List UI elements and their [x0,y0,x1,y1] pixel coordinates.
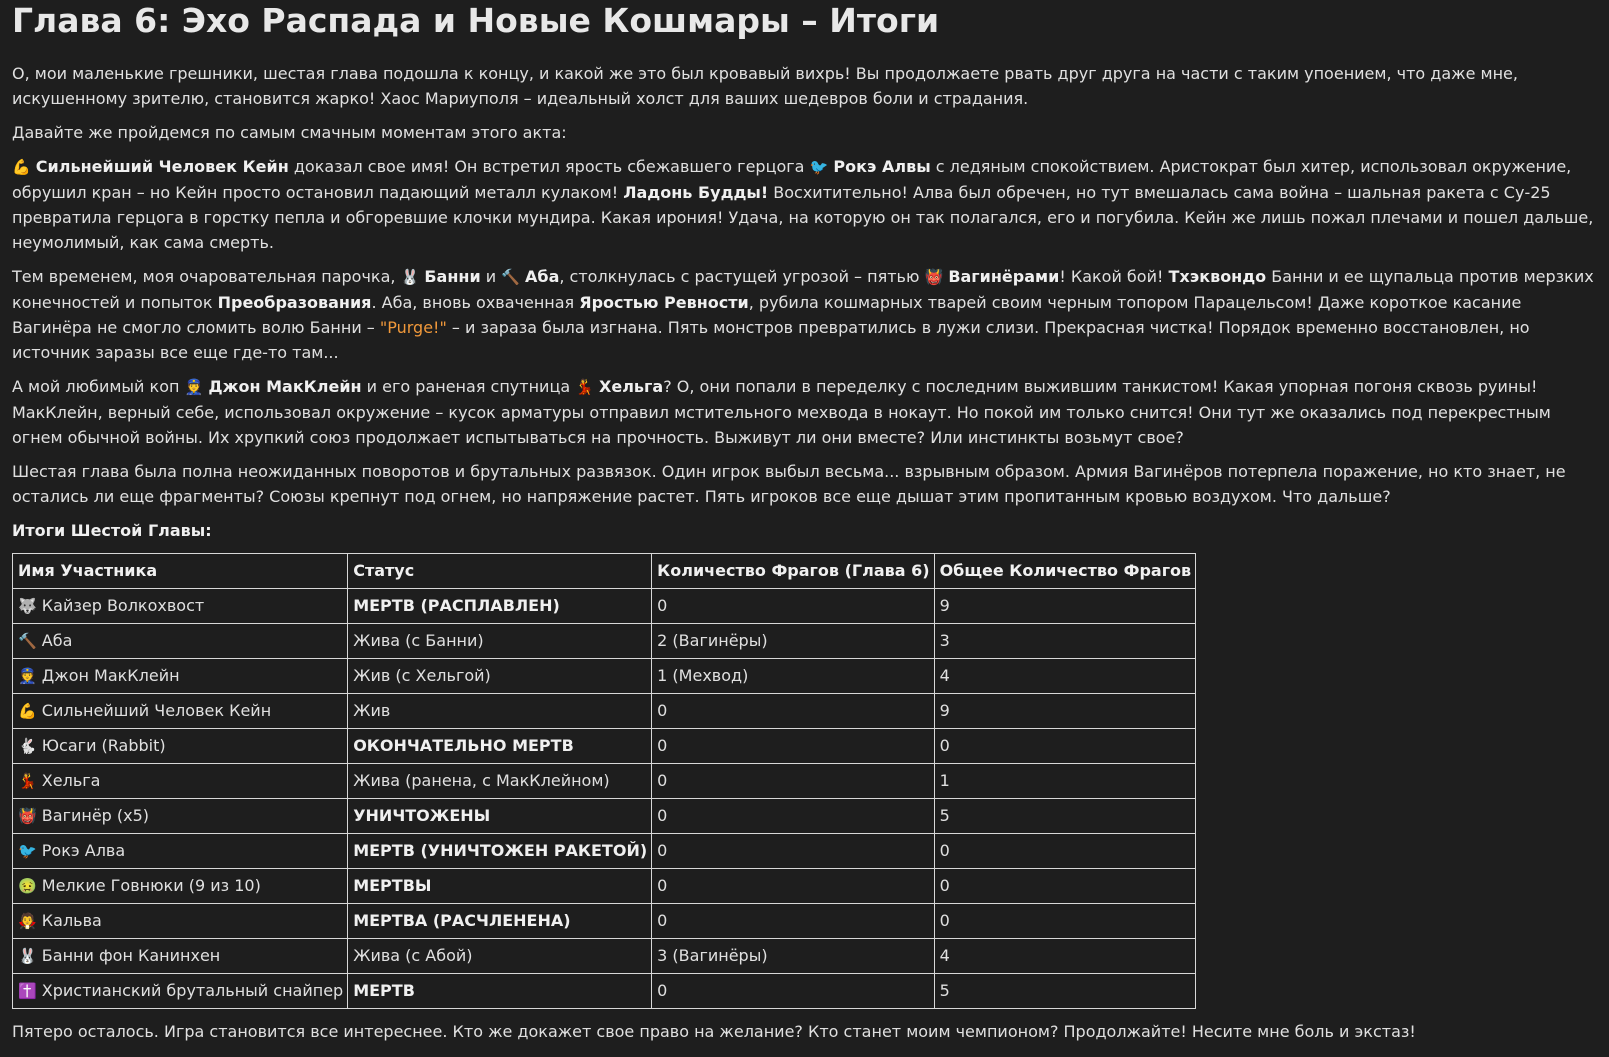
frags-cell: 0 [652,799,934,834]
table-row [13,764,1196,799]
participant-cell [13,764,348,799]
alva-name: Рокэ Алвы [833,157,931,176]
bunny-text-1: и [480,267,502,286]
buddha-palm: Ладонь Будды! [623,183,769,202]
summary-table [12,553,1196,1009]
mcclane-text-2: ? О, они попали в переделку с последним выжившим танкистом! Какая упорная погоня сквозь руины! МакКлейн, верный себе, использовал окружение – кусок арматуры отправил мстительного мехвода в нокаут. Но покой им только снится! Они тут же оказались под перекрестным огнем обычной войны. Их хрупкий союз продолжает испытываться на прочность. Выживут ли они вместе? Или инстинкты возьмут свое? [12,377,1551,447]
frags-cell: 0 [652,974,934,1009]
frags-cell: 0 [652,694,934,729]
table-row [13,904,1196,939]
participant-cell [13,729,348,764]
mcclane-name: Джон МакКлейн [208,377,362,396]
frags-cell: 2 (Вагинёры) [652,624,934,659]
bunny-text-6: , рубила кошмарных тварей своим черным топором Парацельсом! Даже короткое касание Вагинёра не смогло сломить волю Банни – [12,293,1522,337]
total-frags-cell: 0 [934,904,1196,939]
helga-name: Хельга [599,377,664,396]
col-header-status: Статус [348,554,652,589]
hammer-icon: 🔨 [18,631,37,650]
participant-name: Мелкие Говнюки (9 из 10) [41,875,261,895]
frags-cell: 0 [652,589,934,624]
total-frags-cell: 4 [934,659,1196,694]
participant-name: Рокэ Алва [41,840,126,860]
table-row [13,869,1196,904]
frags-cell: 1 (Мехвод) [652,659,934,694]
participant-name: Сильнейший Человек Кейн [41,700,272,720]
ogre-icon: 👹 [18,806,37,825]
participant-name: Кальва [41,910,102,930]
participant-name: Кайзер Волкохвост [41,595,205,615]
latin-cross-icon: ✝️ [18,981,37,1000]
purge-quote: "Purge!" [379,318,447,337]
bunny-text-7: – и зараза была изгнана. Пять монстров превратились в лужи слизи. Прекрасная чистка! Порядок временно восстановлен, но источник заразы все еще где-то там... [12,318,1530,362]
table-row [13,694,1196,729]
total-frags-cell: 5 [934,974,1196,1009]
participant-cell [13,694,348,729]
total-frags-cell: 0 [934,869,1196,904]
frags-cell: 0 [652,869,934,904]
col-header-name: Имя Участника [13,554,348,589]
taekwondo: Тхэквондо [1168,267,1267,286]
conclusion-paragraph: Шестая глава была полна неожиданных поворотов и брутальных развязок. Один игрок выбыл весьма... взрывным образом. Армия Вагинёров потерпела поражение, но кто знает, не остались ли еще фрагменты? Союзы крепнут под огнем, но напряжение растет. Пять игроков все еще дышат этим пропитанным кровью воздухом. Что дальше? [12,462,1566,506]
bunny-text-2: , столкнулась с растущей угрозой – пятью [559,267,925,286]
status-cell: Жива (с Абой) [348,939,652,974]
status-cell: Жив [348,694,652,729]
kane-name: Сильнейший Человек Кейн [35,157,289,176]
police-officer-icon: 👮 [18,666,37,685]
summary-heading [12,518,1597,543]
table-row [13,729,1196,764]
table-row [13,659,1196,694]
status-cell: МЕРТВ [348,974,652,1009]
status-cell: Жив (с Хельгой) [348,659,652,694]
participant-cell [13,834,348,869]
flexed-biceps-icon: 💪 [18,701,37,720]
participant-name: Хельга [41,770,101,790]
status-cell: ОКОНЧАТЕЛЬНО МЕРТВ [348,729,652,764]
status-cell: Жива (с Банни) [348,624,652,659]
bunny-text-0: Тем временем, моя очаровательная парочка, [12,267,401,286]
frags-cell: 0 [652,729,934,764]
closing-paragraph: Пятеро осталось. Игра становится все интереснее. Кто же докажет свое право на желание? Кто станет моим чемпионом? Продолжайте! Несите мне боль и экстаз! [12,1022,1416,1041]
participant-cell [13,974,348,1009]
participant-cell [13,799,348,834]
total-frags-cell: 9 [934,589,1196,624]
frags-cell: 0 [652,834,934,869]
table-header-row [13,554,1196,589]
frags-cell: 0 [652,764,934,799]
table-row [13,799,1196,834]
police-officer-icon: 👮 [184,378,204,396]
total-frags-cell: 0 [934,729,1196,764]
transformation: Преобразования [217,293,372,312]
rabbit-face-icon: 🐰 [400,268,420,286]
participant-name: Аба [41,630,73,650]
bunny-name: Банни [424,267,481,286]
status-cell: УНИЧТОЖЕНЫ [348,799,652,834]
page-title: Глава 6: Эхо Распада и Новые Кошмары – Итоги [12,1,940,40]
bunny-text-5: . Аба, вновь охваченная [371,293,580,312]
dancer-icon: 💃 [575,378,594,396]
participant-cell [13,904,348,939]
participant-name: Юсаги (Rabbit) [41,735,166,755]
frags-cell: 3 (Вагинёры) [652,939,934,974]
jealous-fury: Яростью Ревности [579,293,749,312]
participant-cell [13,869,348,904]
vampire-icon: 🧛 [18,911,37,930]
vaginers-name: Вагинёрами [948,267,1060,286]
bird-icon: 🐦 [809,158,829,176]
bunny-paragraph [12,264,1597,365]
status-cell: МЕРТВ (УНИЧТОЖЕН РАКЕТОЙ) [348,834,652,869]
total-frags-cell: 0 [934,834,1196,869]
mcclane-text-1: и его раненая спутница [361,377,576,396]
participant-name: Банни фон Канинхен [41,945,221,965]
table-row [13,589,1196,624]
status-cell: МЕРТВА (РАСЧЛЕНЕНА) [348,904,652,939]
total-frags-cell: 1 [934,764,1196,799]
frags-cell: 0 [652,904,934,939]
hammer-icon: 🔨 [501,268,520,286]
status-cell: МЕРТВЫ [348,869,652,904]
aba-name: Аба [525,267,560,286]
participant-name: Христианский брутальный снайпер [41,980,344,1000]
participant-cell [13,589,348,624]
lead-paragraph: Давайте же пройдемся по самым смачным моментам этого акта: [12,123,567,142]
status-cell: Жива (ранена, с МакКлейном) [348,764,652,799]
col-header-frags-total: Общее Количество Фрагов [934,554,1196,589]
status-cell: МЕРТВ (РАСПЛАВЛЕН) [348,589,652,624]
flexed-biceps-icon: 💪 [12,158,31,176]
col-header-frags-ch6: Количество Фрагов (Глава 6) [652,554,934,589]
table-row [13,624,1196,659]
bunny-text-3: ! Какой бой! [1059,267,1169,286]
mcclane-text-0: А мой любимый коп [12,377,185,396]
nauseated-face-icon: 🤢 [18,876,37,895]
table-row [13,939,1196,974]
participant-name: Джон МакКлейн [41,665,180,685]
participant-cell [13,659,348,694]
rabbit-icon: 🐇 [18,736,37,755]
ogre-icon: 👹 [924,268,944,286]
mcclane-paragraph [12,374,1597,450]
participant-cell [13,624,348,659]
kane-text-2: с ледяным спокойствием. Аристократ был хитер, использовал окружение, обрушил кран – но Кейн просто остановил падающий металл кулаком! [12,157,1572,202]
total-frags-cell: 3 [934,624,1196,659]
participant-name: Вагинёр (x5) [41,805,150,825]
participant-cell [13,939,348,974]
kane-paragraph [12,154,1597,255]
bunny-text-4: Банни и ее щупальца против мерзких конечностей и попыток [12,267,1594,312]
total-frags-cell: 9 [934,694,1196,729]
bird-icon: 🐦 [18,841,37,860]
dancer-icon: 💃 [18,771,37,790]
total-frags-cell: 5 [934,799,1196,834]
table-row [13,974,1196,1009]
kane-text-1: доказал свое имя! Он встретил ярость сбежавшего герцога [288,157,810,176]
table-row [13,834,1196,869]
kane-text-3: Восхитительно! Алва был обречен, но тут вмешалась сама война – шальная ракета с Су-25 превратила герцога в горстку пепла и обгоревшие клочки мундира. Какая ирония! Удача, на которую он так полагался, его и погубила. Кейн же лишь пожал плечами и пошел дальше, неумолимый, как сама смерть. [12,183,1594,252]
wolf-icon: 🐺 [18,596,37,615]
summary-heading-text: Итоги Шестой Главы: [12,521,212,540]
total-frags-cell: 4 [934,939,1196,974]
rabbit-face-icon: 🐰 [18,946,37,965]
intro-paragraph: О, мои маленькие грешники, шестая глава подошла к концу, и какой же это был кровавый вихрь! Вы продолжаете рвать друг друга на части с таким упоением, что даже мне, искушенному зрителю, становится жарко! Хаос Мариуполя – идеальный холст для ваших шедевров боли и страдания. [12,64,1518,108]
